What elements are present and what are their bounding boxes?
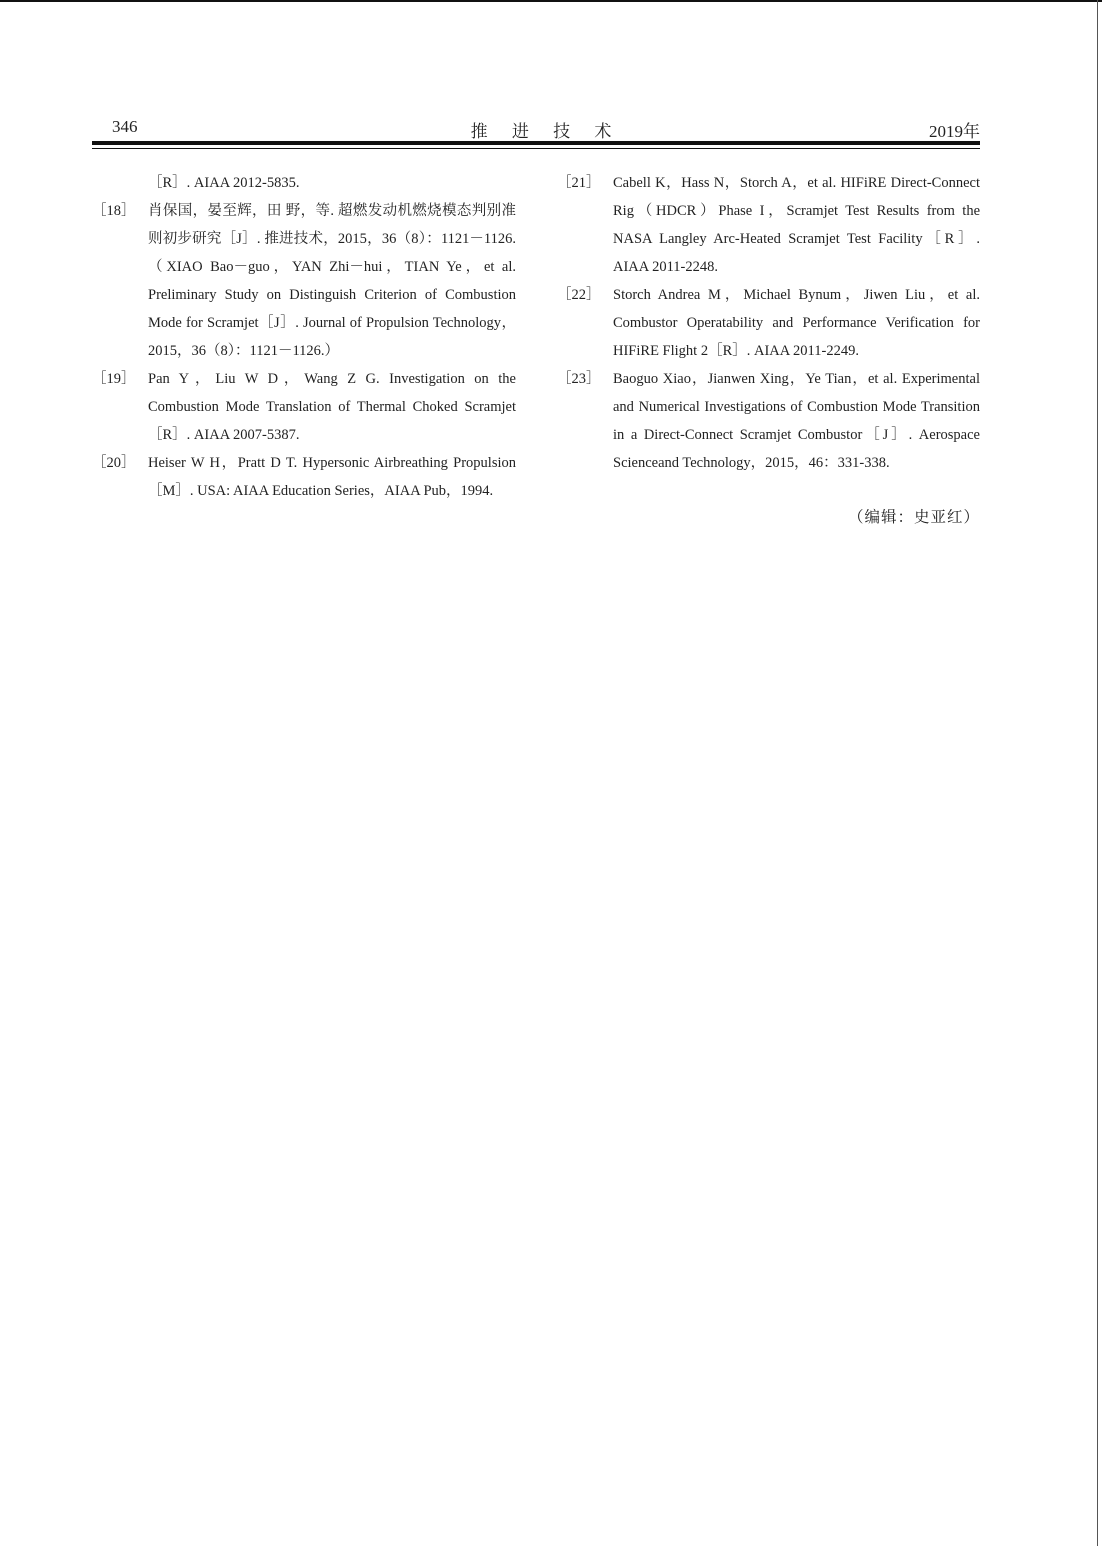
header-rule-thin	[92, 148, 980, 149]
reference-number: ［19］	[92, 371, 136, 387]
page-top-border	[0, 0, 1102, 2]
reference-20	[92, 449, 516, 505]
reference-number: ［20］	[92, 455, 136, 471]
reference-number: ［21］	[557, 175, 601, 191]
reference-text: 肖保国，晏至辉，田 野，等. 超燃发动机燃烧模态判别准则初步研究［J］. 推进技术，2015，36（8）：1121－1126.（XIAO Bao－guo，YAN Zhi－hui，TIAN Ye，et al. Preliminary Study on Distinguish Criterion of Combustion Mode for Scramjet［J］. Journal of Propulsion Technology，2015，36（8）：1121－1126.）	[148, 203, 516, 359]
reference-number: ［23］	[557, 371, 601, 387]
reference-19	[92, 365, 516, 449]
references-right-column	[557, 169, 980, 477]
reference-21	[557, 169, 980, 281]
references-left-column	[92, 169, 516, 505]
editor-note: （编辑：史亚红）	[847, 509, 980, 526]
reference-23	[557, 365, 980, 477]
reference-text: Heiser W H，Pratt D T. Hypersonic Airbreathing Propulsion［M］. USA: AIAA Education Series，AIAA Pub，1994.	[148, 455, 516, 499]
reference-number: ［22］	[557, 287, 601, 303]
reference-text: Cabell K，Hass N，Storch A，et al. HIFiRE Direct-Connect Rig（HDCR）Phase I，Scramjet Test Results from the NASA Langley Arc-Heated Scramjet Test Facility［R］. AIAA 2011-2248.	[613, 175, 980, 275]
publication-year: 2019年	[929, 122, 980, 141]
reference-text: Baoguo Xiao，Jianwen Xing，Ye Tian，et al. Experimental and Numerical Investigations of Combustion Mode Transition in a Direct-Connect Scramjet Combustor［J］. Aerospace Scienceand Technology，2015，46：331-338.	[613, 371, 980, 471]
reference-18	[92, 197, 516, 365]
reference-text: Storch Andrea M，Michael Bynum，Jiwen Liu，et al. Combustor Operatability and Performance Verification for HIFiRE Flight 2［R］. AIAA 2011-2249.	[613, 287, 980, 359]
reference-text: ［R］. AIAA 2012-5835.	[148, 175, 300, 191]
reference-17-continuation	[92, 169, 516, 197]
header-rule-thick	[92, 141, 980, 145]
reference-number: ［18］	[92, 203, 136, 219]
reference-text: Pan Y，Liu W D，Wang Z G. Investigation on the Combustion Mode Translation of Thermal Choked Scramjet［R］. AIAA 2007-5387.	[148, 371, 516, 443]
page-right-border	[1097, 0, 1098, 1546]
journal-title: 推 进 技 术	[470, 122, 622, 141]
page-number: 346	[112, 117, 138, 136]
reference-22	[557, 281, 980, 365]
page-header	[92, 114, 980, 142]
